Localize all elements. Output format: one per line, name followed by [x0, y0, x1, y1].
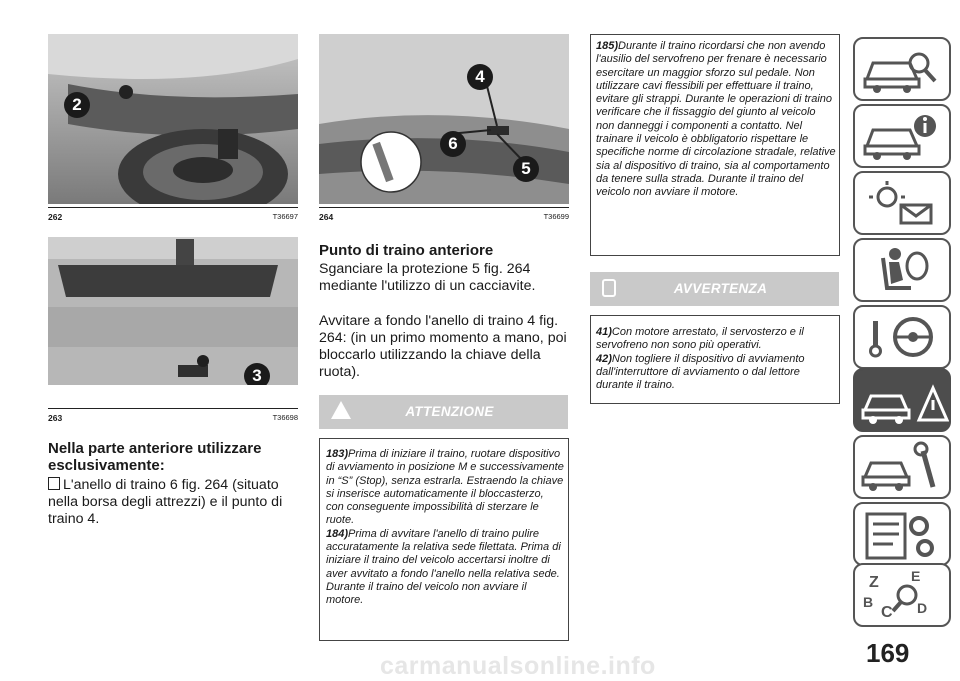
note-42: 42)Non togliere il dispositivo di avviamento dall'interruttore di avviamento o dal lettore durante il traino.	[596, 352, 805, 392]
figure-263-code: T36698	[272, 413, 298, 422]
car-wrench-icon	[855, 437, 949, 497]
left-paragraph	[48, 477, 298, 528]
figure-264-code: T36699	[543, 212, 569, 221]
callout-3: 3	[244, 363, 270, 385]
warning-lights-icon	[855, 173, 949, 233]
car-emergency-icon	[855, 370, 949, 430]
warning-header	[590, 272, 839, 306]
callout-2: 2	[64, 92, 90, 118]
note-184: 184)Prima di avvitare l'anello di traino pulire accuratamente la relativa sede filettata. Prima di iniziare il traino del veicolo accertarsi inoltre di aver avvitato a fondo l'anello nella relativa sede. Durante il traino del veicolo non avviare il motore.	[326, 527, 561, 607]
attention-title: ATTENZIONE	[405, 404, 494, 419]
car-warning-icon	[602, 279, 616, 297]
pointer-icon	[48, 477, 60, 490]
figure-262-rule	[48, 207, 298, 208]
alphabet-index-icon	[855, 565, 949, 625]
tab-specs-gear[interactable]	[853, 502, 951, 566]
callout-6: 6	[440, 131, 466, 157]
figure-264-caption	[319, 212, 569, 222]
figure-264-rule	[319, 207, 569, 208]
left-paragraph-text: L'anello di traino 6 fig. 264 (situato nella borsa degli attrezzi) e il punto di traino 4.	[48, 477, 283, 527]
figure-262-number: 262	[48, 212, 63, 222]
tab-alphabet-index[interactable]	[853, 563, 951, 627]
middle-paragraph-2: Avvitare a fondo l'anello di traino 4 fig. 264: (in un primo momento a mano, poi bloccarlo utilizzando la chiave della ruota).	[319, 313, 567, 380]
callout-5: 5	[513, 156, 539, 182]
tab-car-emergency[interactable]	[853, 368, 951, 432]
warning-notes	[596, 326, 836, 392]
svg-text:Z: Z	[869, 574, 879, 591]
tab-warning-lights[interactable]	[853, 171, 951, 235]
note-185: 185)Durante il traino ricordarsi che non avendo l'ausilio del servofreno per frenare è necessario esercitare un maggior sforzo sul pedale. Non utilizzare cavi flessibili per effettuare il traino, evitare gli strappi. Durante le operazioni di traino verificare che il fissaggio del giunto al veicolo non danneggi i componenti a contatto. Nel trainare il veicolo è obbligatorio rispettare le specifiche norme di circolazione stradale, relative sia al dispositivo di traino, sia al comportamento da tenere sulla strada. Durante il traino del veicolo non avviare il motore.	[596, 40, 836, 199]
figure-263-caption	[48, 413, 298, 423]
figure-264-number: 264	[319, 212, 334, 222]
figure-262-code: T36697	[272, 212, 298, 221]
figure-262-caption	[48, 212, 298, 222]
attention-notes	[326, 448, 564, 608]
car-info-icon	[855, 106, 949, 166]
page-number: 169	[866, 638, 910, 668]
attention-header	[319, 395, 568, 429]
svg-text:E: E	[911, 568, 921, 584]
car-search-icon	[855, 39, 949, 99]
left-heading: Nella parte anteriore utilizzare esclusivamente:	[48, 440, 262, 474]
figure-263-image	[48, 237, 298, 385]
note-183: 183)Prima di iniziare il traino, ruotare dispositivo di avviamento in posizione M e successivamente in “S” (Stop), senza estrarla. Estraendo la chiave si inserisce automaticamente il bloccasterzo, con conseguente impossibilità di sterzare le ruote.	[326, 448, 564, 527]
figure-264-image	[319, 34, 569, 204]
tab-car-wrench[interactable]	[853, 435, 951, 499]
warning-title: AVVERTENZA	[673, 281, 768, 296]
figure-263-rule	[48, 408, 298, 409]
tab-seat-airbag[interactable]	[853, 238, 951, 302]
svg-text:B: B	[863, 594, 874, 610]
callout-4: 4	[467, 64, 493, 90]
warning-triangle-icon	[331, 401, 351, 419]
watermark: carmanualsonline.info	[380, 652, 656, 680]
tab-steering-key[interactable]	[853, 305, 951, 369]
tab-car-info[interactable]	[853, 104, 951, 168]
svg-text:C: C	[881, 604, 893, 621]
svg-text:D: D	[917, 600, 928, 616]
figure-263-number: 263	[48, 413, 63, 423]
tab-car-search[interactable]	[853, 37, 951, 101]
note-41: 41)Con motore arrestato, il servosterzo e il servofreno non sono più operativi.	[596, 326, 804, 352]
steering-key-icon	[855, 307, 949, 367]
middle-paragraph-1: Sganciare la protezione 5 fig. 264 mediante l'utilizzo di un cacciavite.	[319, 261, 536, 294]
specs-gear-icon	[855, 504, 949, 564]
middle-heading: Punto di traino anteriore	[319, 242, 494, 259]
seat-airbag-icon	[855, 240, 949, 300]
figure-262-image	[48, 34, 298, 204]
